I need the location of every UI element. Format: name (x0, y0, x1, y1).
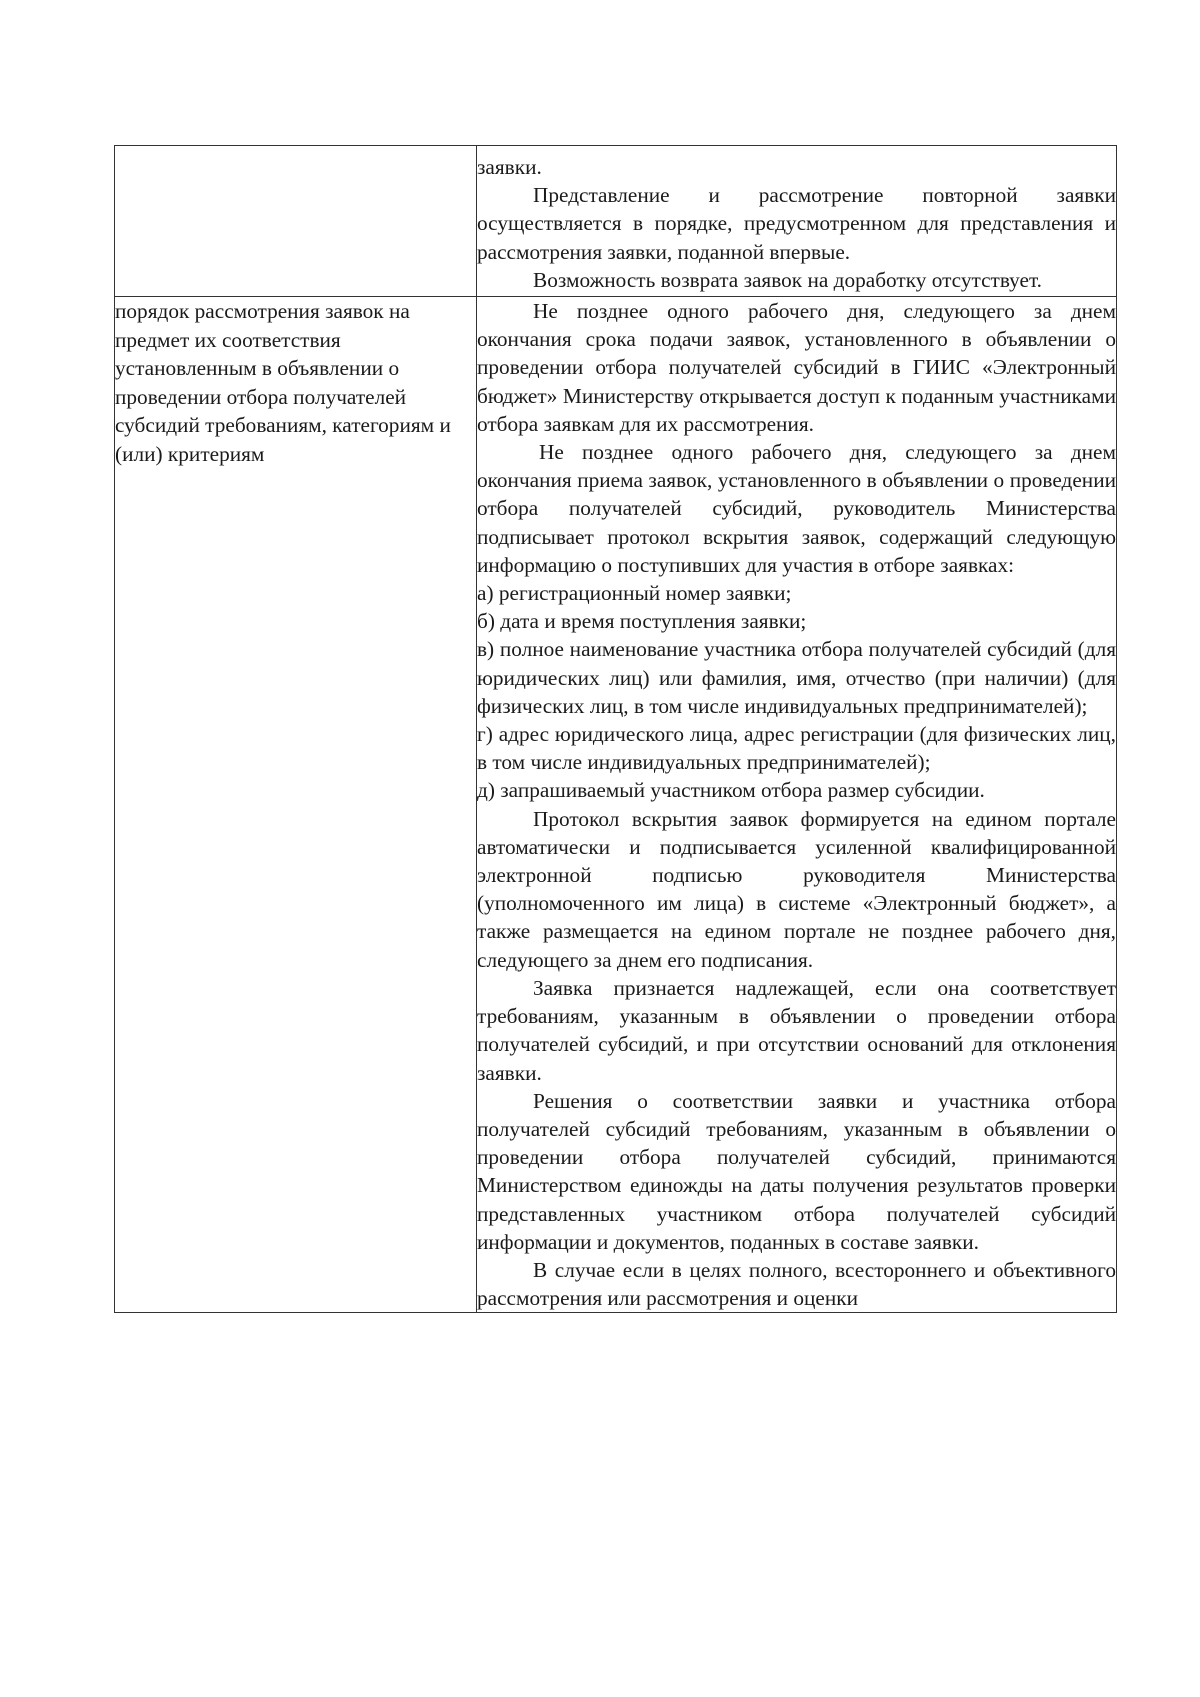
paragraph: Заявка признается надлежащей, если она соответствует требованиям, указанным в объявлении о проведении отбора получателей субсидий, и при отсутствии оснований для отклонения заявки. (477, 975, 1116, 1085)
table-cell-left (115, 297, 477, 1313)
list-item: б) дата и время поступления заявки; (477, 609, 807, 634)
table-row (115, 146, 1117, 297)
paragraph: Решения о соответствии заявки и участника отбора получателей субсидий требованиям, указанным в объявлении о проведении отбора получателей субсидий, принимаются Министерством единожды на даты получения результатов проверки представленных участником отбора получателей субсидий информации и документов, поданных в составе заявки. (477, 1088, 1116, 1254)
paragraph: Не позднее одного рабочего дня, следующего за днем окончания приема заявок, установленного в объявлении о проведении отбора получателей субсидий, руководитель Министерства подписывает протокол вскрытия заявок, содержащий следующую информацию о поступивших для участия в отборе заявках: (477, 440, 1116, 577)
paragraph: В случае если в целях полного, всестороннего и объективного рассмотрения или рассмотрения и оценки (477, 1257, 1116, 1311)
paragraph: Представление и рассмотрение повторной заявки осуществляется в порядке, предусмотренном для представления и рассмотрения заявки, поданной впервые. (477, 183, 1116, 264)
document-table (114, 145, 1117, 1313)
table-cell-right (477, 297, 1117, 1313)
paragraph: Не позднее одного рабочего дня, следующего за днем окончания срока подачи заявок, установленного в объявлении о проведении отбора получателей субсидий в ГИИС «Электронный бюджет» Министерству открывается доступ к поданным участниками отбора заявкам для их рассмотрения. (477, 299, 1116, 436)
row-label: порядок рассмотрения заявок на предмет их соответствия установленным в объявлении о проведении отбора получателей субсидий требованиям, категориям и (или) критериям (115, 299, 451, 466)
table-cell-left (115, 146, 477, 297)
list-item: а) регистрационный номер заявки; (477, 581, 792, 606)
paragraph: Возможность возврата заявок на доработку отсутствует. (533, 267, 1043, 292)
paragraph: Протокол вскрытия заявок формируется на едином портале автоматически и подписывается усиленной квалифицированной электронной подписью руководителя Министерства (уполномоченного им лица) в системе «Электронный бюджет», а также размещается на едином портале не позднее рабочего дня, следующего за днем его подписания. (477, 806, 1116, 972)
paragraph: заявки. (477, 155, 542, 179)
table-cell-right (477, 146, 1117, 297)
table-row (115, 297, 1117, 1313)
list-item: д) запрашиваемый участником отбора размер субсидии. (477, 778, 985, 803)
list-item: г) адрес юридического лица, адрес регистрации (для физических лиц, в том числе индивидуальных предпринимателей); (477, 722, 1116, 775)
list-item: в) полное наименование участника отбора получателей субсидий (для юридических лиц) или фамилия, имя, отчество (при наличии) (для физических лиц, в том числе индивидуальных предпринимателей); (477, 637, 1116, 718)
